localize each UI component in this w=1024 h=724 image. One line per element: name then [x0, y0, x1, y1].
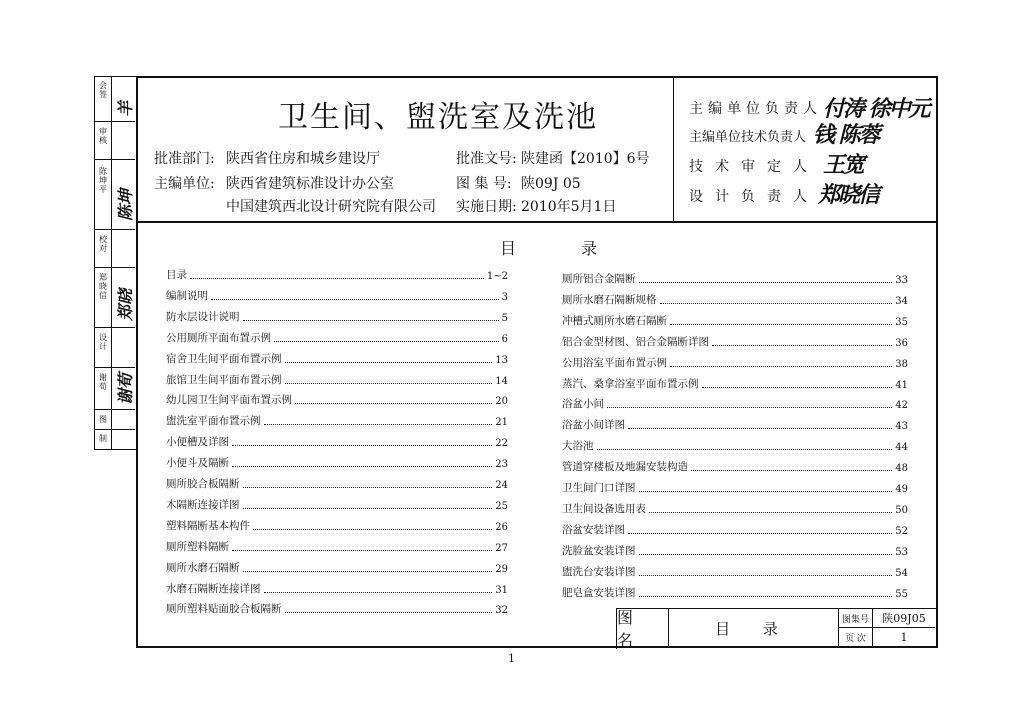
atlas-value: 陕09J 05	[521, 176, 581, 192]
toc-label: 盥洗台安装详图	[562, 565, 636, 578]
responsibles	[673, 78, 936, 221]
dept-value: 陕西省住房和城乡建设厅	[226, 151, 380, 167]
toc-label: 宿舍卫生间平面布置示例	[166, 352, 282, 365]
toc-row	[166, 350, 508, 366]
toc-leader	[639, 281, 893, 283]
toc-label: 卫生间设备选用表	[562, 502, 646, 515]
strip-cell	[95, 327, 135, 368]
toc-leader	[691, 469, 892, 471]
strip-label: 陈坤平	[99, 167, 107, 194]
strip-label: 会 签	[99, 81, 107, 99]
toc-row	[562, 395, 908, 411]
toc-label: 厕所水磨石隔断	[166, 561, 240, 574]
toc-leader	[639, 595, 893, 597]
toc-label: 浴盆小间详图	[562, 419, 625, 432]
editor-label: 主编单位:	[154, 176, 215, 192]
date-value: 2010年5月1日	[521, 199, 617, 215]
toc-leader	[243, 319, 499, 321]
strip-signature: 羊	[116, 100, 135, 117]
strip-cell	[95, 267, 135, 328]
toc-row	[166, 600, 508, 616]
strip-signature: 陈坤	[116, 188, 135, 221]
strip-cell	[95, 229, 135, 268]
page-title: 卫生间、盥洗室及洗池	[278, 100, 598, 135]
toc-page: 52	[895, 525, 908, 537]
toc-page: 44	[895, 442, 908, 454]
toc-row	[562, 563, 908, 579]
strip-cell	[95, 77, 135, 122]
toc-label: 厕所塑料隔断	[166, 540, 229, 553]
toc-row	[166, 496, 508, 512]
sheet-page-number: 1	[508, 652, 515, 665]
strip-cell	[95, 367, 135, 410]
toc-page: 36	[895, 337, 908, 349]
strip-cell	[95, 409, 135, 430]
toc-page: 35	[895, 316, 908, 328]
toc-page: 49	[895, 484, 908, 495]
toc-page: 41	[895, 379, 908, 391]
toc-leader	[285, 611, 493, 613]
toc-label: 编制说明	[166, 289, 208, 302]
toc-page: 13	[495, 354, 508, 366]
toc-label: 卫生间门口详图	[562, 482, 636, 494]
toc-label: 浴盆安装详图	[562, 523, 625, 536]
toc-page: 6	[501, 333, 508, 345]
toc-leader	[628, 427, 892, 429]
toc-row	[166, 412, 508, 428]
toc-row	[562, 437, 908, 453]
responsible-role: 技术审定人	[689, 159, 819, 175]
toc-leader	[264, 591, 493, 593]
toc-page: 22	[495, 438, 508, 450]
toc-leader	[285, 382, 493, 384]
toc-page: 23	[495, 459, 508, 471]
toc-row	[166, 580, 508, 596]
toc-heading: 目 录	[500, 239, 628, 258]
toc-label: 旅馆卫生间平面布置示例	[166, 373, 282, 386]
toc-label: 幼儿园卫生间平面布置示例	[166, 394, 292, 407]
strip-label: 图	[99, 415, 107, 424]
toc-page: 27	[495, 542, 508, 554]
title-block-name-value: 目 录	[669, 609, 839, 647]
title-block-atlas-label: 图集号	[839, 609, 873, 628]
toc-page: 5	[501, 312, 508, 324]
toc-leader	[597, 448, 893, 450]
toc-row	[562, 542, 908, 558]
toc-label: 冲槽式厕所水磨石隔断	[562, 314, 667, 327]
toc-row	[562, 458, 908, 474]
toc-row	[166, 517, 508, 533]
toc-page: 21	[495, 417, 508, 429]
doc-no-label: 批准文号:	[456, 151, 517, 167]
toc-row	[562, 521, 908, 537]
toc-label: 大浴池	[562, 440, 594, 453]
strip-label: 制	[99, 434, 107, 443]
toc-leader	[660, 302, 893, 304]
toc-leader	[243, 486, 493, 488]
toc-row	[166, 371, 508, 387]
signature: 郑晓信	[818, 182, 879, 208]
editor-value-1: 陕西省建筑标准设计办公室	[226, 176, 394, 192]
toc-leader	[274, 340, 499, 342]
toc-page: 26	[495, 521, 508, 533]
toc-label: 公用浴室平面布置示例	[562, 356, 667, 369]
title-block-name-label: 图 名	[617, 609, 669, 647]
toc-row	[562, 333, 908, 349]
toc-leader	[628, 532, 892, 534]
toc-row	[562, 416, 908, 432]
toc-page: 31	[495, 584, 508, 596]
toc-row	[562, 584, 908, 600]
toc-row	[166, 266, 508, 282]
toc-leader	[639, 574, 893, 576]
toc-label: 浴盆小间	[562, 398, 604, 411]
toc-row	[166, 538, 508, 554]
toc-label: 肥皂盒安装详图	[562, 586, 636, 599]
strip-label: 设 计	[99, 333, 107, 351]
strip-cell	[95, 429, 135, 448]
toc-label: 蒸汽、桑拿浴室平面布置示例	[562, 377, 699, 390]
responsible-role: 主编单位负责人	[689, 101, 822, 117]
toc-leader	[243, 570, 493, 572]
strip-label: 郑晓信	[99, 273, 107, 300]
toc-row	[166, 433, 508, 449]
drawing-frame	[136, 76, 938, 648]
toc-label: 管道穿楼板及地漏安装构造	[562, 461, 688, 474]
toc-row	[562, 354, 908, 370]
toc-page: 55	[895, 588, 908, 600]
toc-row	[562, 291, 908, 307]
toc-row	[562, 479, 908, 495]
strip-cell	[95, 159, 135, 230]
toc-page: 24	[495, 480, 508, 491]
toc-label: 塑料隔断基本构件	[166, 519, 250, 532]
toc-page: 3	[501, 291, 508, 303]
toc-label: 防水层设计说明	[166, 310, 240, 323]
toc-label: 洗脸盆安装详图	[562, 544, 636, 557]
toc-leader	[264, 423, 493, 425]
toc-page: 20	[495, 396, 508, 408]
toc-label: 铝合金型材图、铝合金隔断详图	[562, 335, 709, 348]
toc-label: 厕所塑料贴面胶合板隔断	[166, 603, 282, 616]
title-block-page-value: 1	[900, 631, 908, 644]
toc-label: 厕所铝合金隔断	[562, 273, 636, 285]
signature: 钱 陈蓉	[813, 122, 879, 148]
toc-row	[166, 329, 508, 345]
toc-leader	[639, 553, 893, 555]
toc-leader	[211, 298, 499, 300]
responsible-role: 设计负责人	[689, 189, 819, 205]
toc-page: 48	[895, 463, 908, 475]
toc-leader	[649, 511, 892, 513]
date-label: 实施日期:	[456, 199, 517, 215]
toc-leader	[639, 490, 893, 492]
signature: 付涛 徐中元	[823, 96, 929, 122]
atlas-label: 图 集 号:	[456, 176, 512, 192]
toc-page: 14	[495, 375, 508, 387]
strip-signature: 郑晓	[116, 288, 135, 321]
toc-row	[562, 500, 908, 516]
toc-row	[166, 475, 508, 491]
title-block	[616, 608, 937, 649]
responsible-role: 主编单位技术负责人	[689, 130, 807, 145]
toc-label: 木隔断连接详图	[166, 498, 240, 511]
toc-label: 水磨石隔断连接详图	[166, 582, 261, 595]
strip-signature: 谢荀	[116, 372, 135, 405]
toc-label: 盥洗室平面布置示例	[166, 415, 261, 428]
toc-page: 43	[895, 421, 908, 433]
title-block-page-label: 页 次	[839, 628, 873, 647]
side-signature-strip	[94, 76, 137, 450]
toc-row	[166, 308, 508, 324]
toc-page: 33	[895, 275, 908, 286]
toc-label: 小便斗及隔断	[166, 457, 229, 470]
toc-page: 42	[895, 400, 908, 412]
toc-leader	[607, 406, 892, 408]
toc-leader	[670, 365, 892, 367]
toc-leader	[232, 444, 492, 446]
toc-label: 目录	[166, 269, 187, 281]
dept-label: 批准部门:	[154, 151, 215, 167]
strip-label: 谢 荀	[99, 373, 107, 391]
toc-row	[166, 454, 508, 470]
toc-row	[166, 391, 508, 407]
toc-leader	[243, 507, 493, 509]
doc-no-value: 陕建函【2010】6号	[521, 151, 650, 167]
toc-page: 50	[895, 504, 908, 516]
toc-page: 25	[495, 500, 508, 512]
strip-cell	[95, 121, 135, 160]
toc-row	[562, 375, 908, 391]
toc-row	[562, 312, 908, 328]
toc-label: 厕所水磨石隔断规格	[562, 293, 657, 306]
toc-page: 29	[495, 563, 508, 575]
toc-leader	[285, 361, 493, 363]
toc-label: 小便槽及详图	[166, 436, 229, 449]
toc-leader	[253, 528, 492, 530]
strip-label: 校 对	[99, 235, 107, 253]
toc-row	[166, 559, 508, 575]
toc-page: 53	[895, 546, 908, 558]
toc-page: 1~2	[486, 271, 508, 282]
editor-value-2: 中国建筑西北设计研究院有限公司	[226, 199, 436, 215]
toc-page: 32	[495, 605, 508, 617]
toc-leader	[702, 386, 893, 388]
strip-label: 审 核	[99, 127, 107, 145]
toc-leader	[190, 277, 484, 279]
toc-label: 厕所胶合板隔断	[166, 478, 240, 490]
toc-page: 34	[895, 295, 908, 307]
header	[138, 78, 936, 223]
toc-leader	[670, 323, 892, 325]
toc-row	[166, 287, 508, 303]
title-block-atlas-value: 陕09J05	[873, 609, 935, 628]
toc-leader	[232, 465, 492, 467]
toc-leader	[712, 344, 892, 346]
toc-leader	[295, 402, 492, 404]
toc-label: 公用厕所平面布置示例	[166, 331, 271, 344]
header-info	[138, 78, 674, 221]
toc-row	[562, 270, 908, 286]
signature: 王宽	[823, 152, 864, 178]
toc-page: 38	[895, 358, 908, 370]
toc-page: 54	[895, 567, 908, 579]
toc-leader	[232, 549, 492, 551]
